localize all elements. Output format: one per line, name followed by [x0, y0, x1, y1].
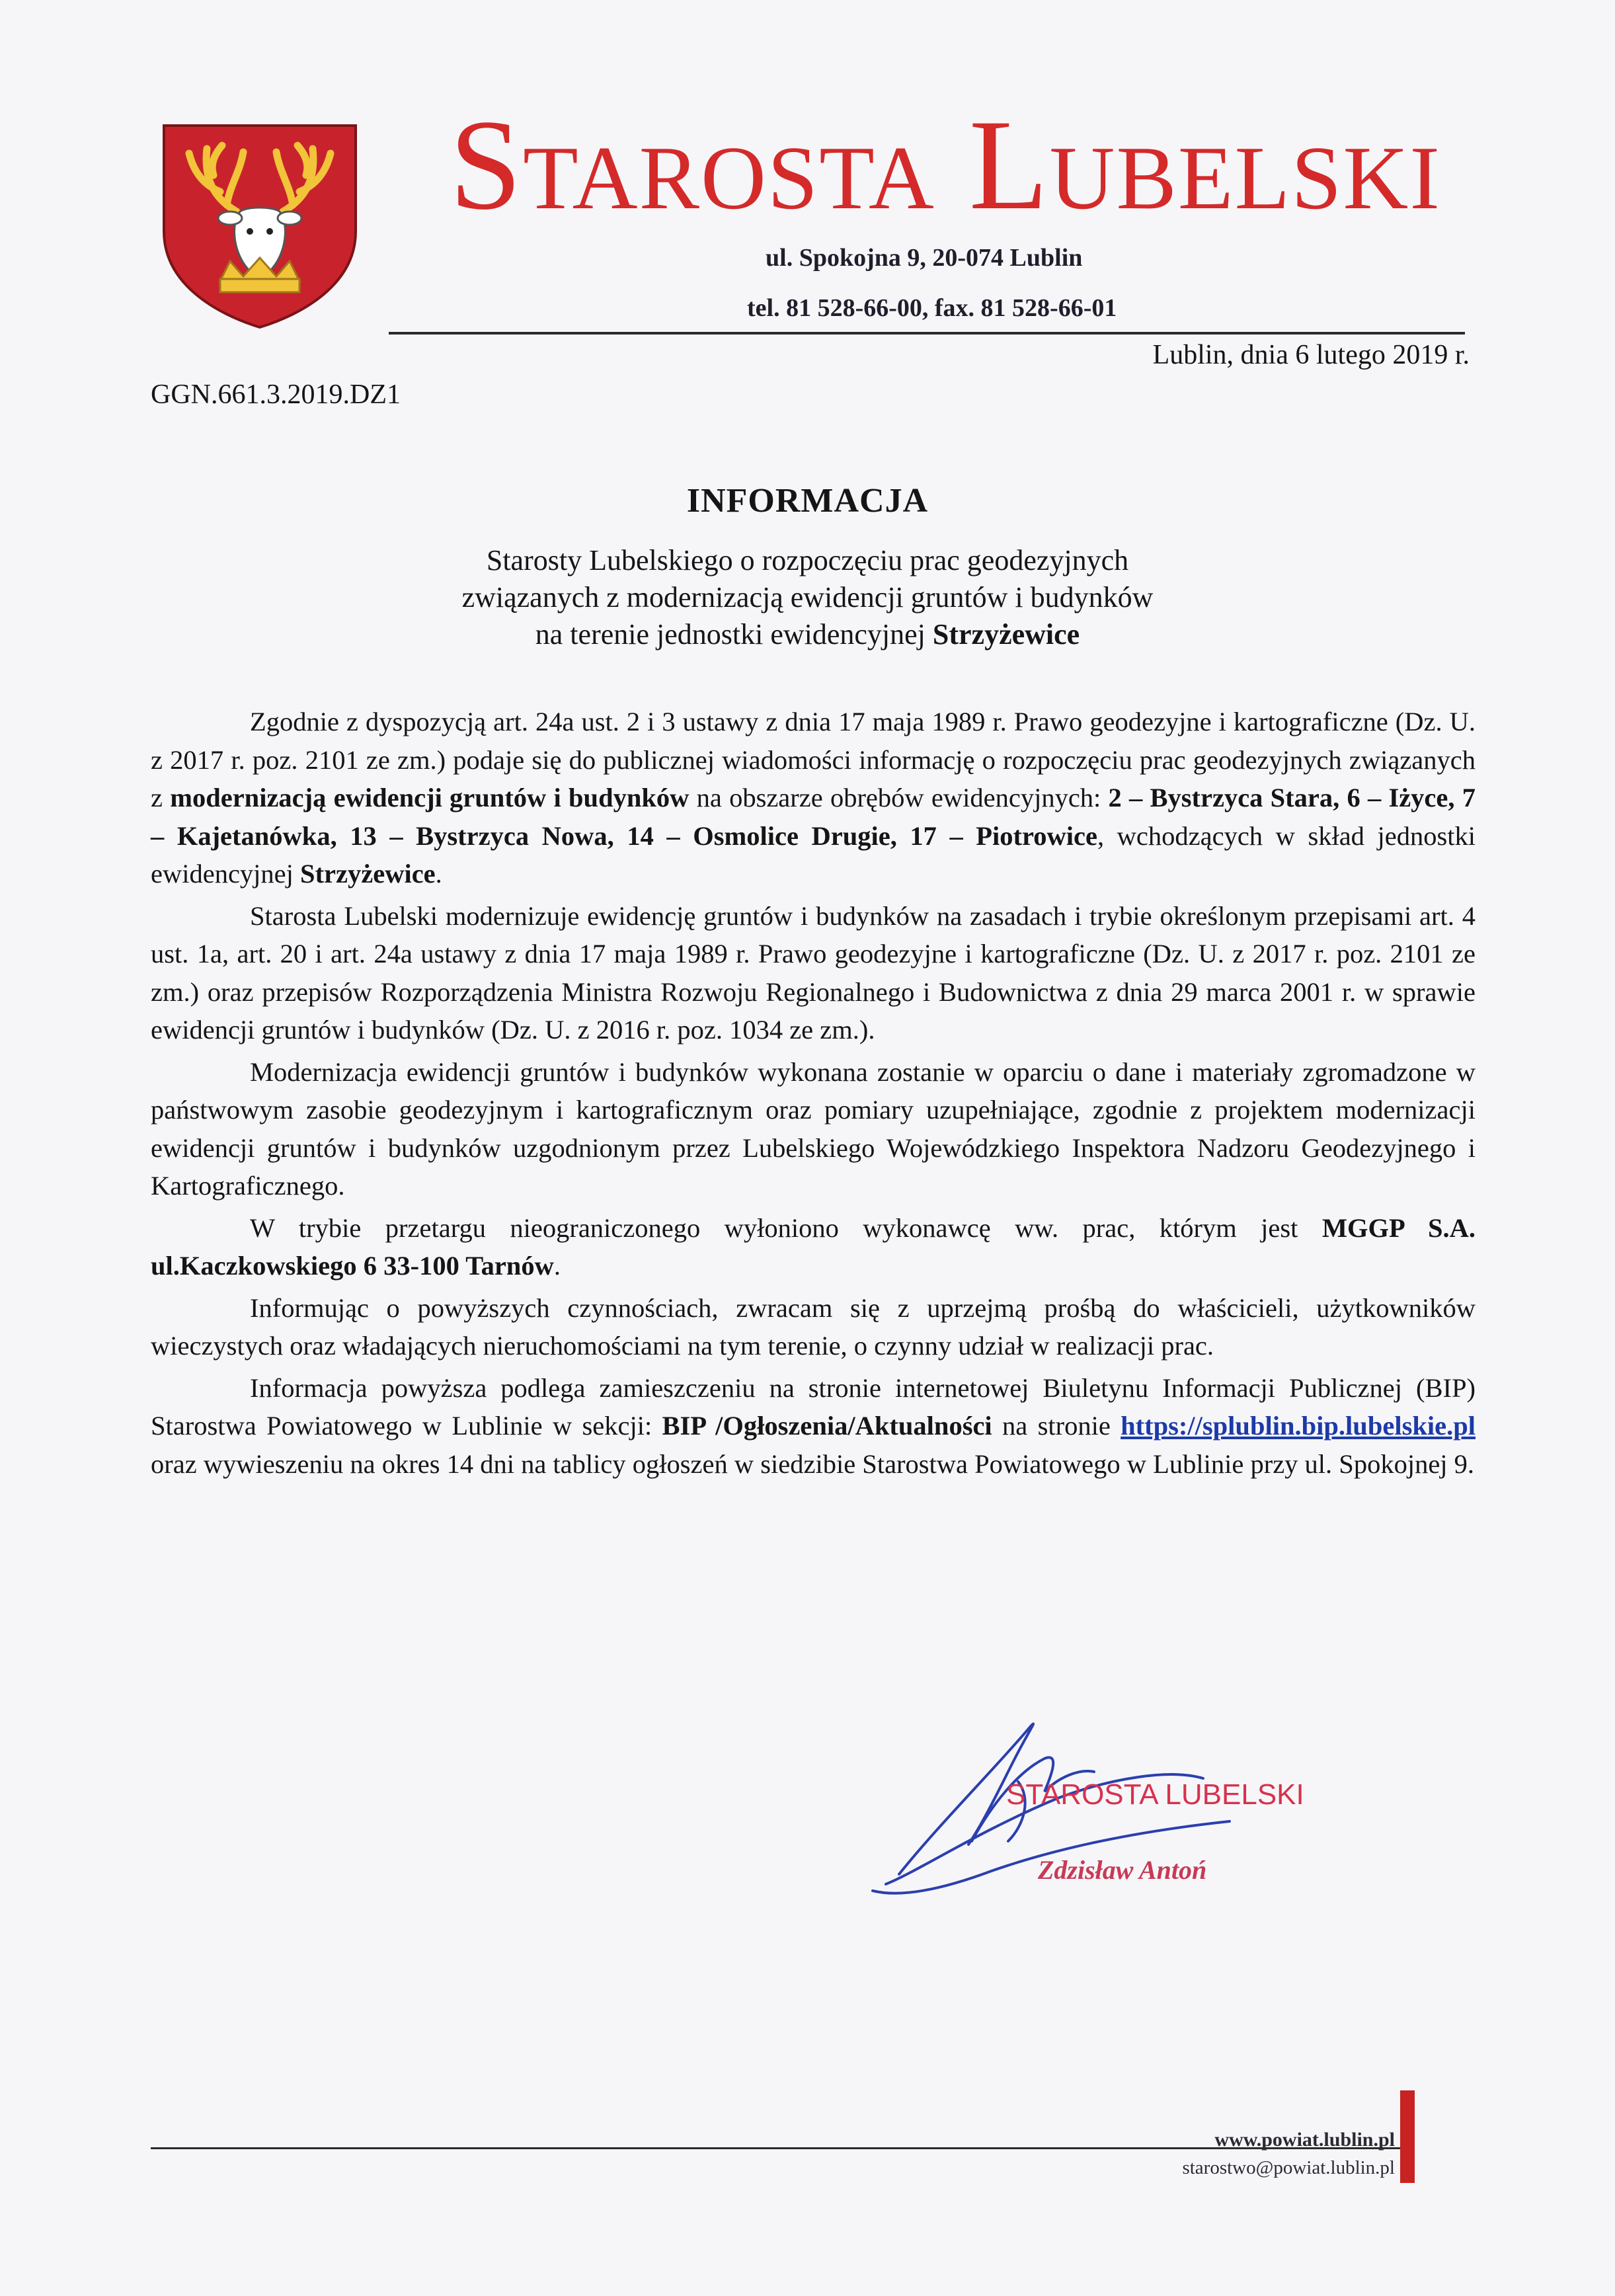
subtitle-line-1: Starosty Lubelskiego o rozpoczęciu prac geodezyjnych [486, 544, 1129, 576]
p6-text-1: Informacja powyższa podlega zamieszczeniu na stronie internetowej Biuletynu Informacji Publicznej (BIP) Starostwa Powiatowego w Lublinie w sekcji: [151, 1372, 1476, 1441]
p1-bold-3: Strzyżewice [300, 859, 436, 889]
footer-accent-bar [1400, 2090, 1415, 2183]
document-subtitle [0, 542, 1615, 653]
p1-text-1: Zgodnie z dyspozycją art. 24a ust. 2 i 3 ustawy z dnia 17 maja 1989 r. Prawo geodezyjne i kartograficzne (Dz. U. z 2017 r. poz. 2101 ze zm.) podaje się do publicznej wiadomości informację o rozpoczęciu prac geodezyjnych związanych z [151, 707, 1476, 812]
office-address: ul. Spokojna 9, 20-074 Lublin [766, 244, 1083, 272]
p4-text-1: W trybie przetargu nieograniczonego wyłoniono wykonawcę ww. prac, którym jest [250, 1212, 1322, 1243]
subtitle-line-3 [0, 616, 1615, 653]
p6-bip-section: BIP /Ogłoszenia/Aktualności [662, 1411, 992, 1441]
paragraph-4 [151, 1209, 1476, 1285]
signature-stamp-title: STAROSTA LUBELSKI [1006, 1778, 1304, 1811]
reference-number: GGN.661.3.2019.DZ1 [151, 379, 401, 410]
paragraph-2: Starosta Lubelski modernizuje ewidencję gruntów i budynków na zasadach i trybie określonym przepisami art. 4 ust. 1a, art. 20 i art. 24a ustawy z dnia 17 maja 1989 r. Prawo geodezyjne i kartograficzne (Dz. U. z 2017 r. poz. 2101 ze zm.) oraz przepisów Rozporządzenia Ministra Rozwoju Regionalnego i Budownictwa z dnia 29 marca 2001 r. w sprawie ewidencji gruntów i budynków (Dz. U. z 2016 r. poz. 1034 ze zm.). [151, 900, 1476, 1045]
document-title: INFORMACJA [686, 482, 929, 520]
p1-text-4: . [435, 859, 442, 889]
paragraph-5: Informując o powyższych czynnościach, zwracam się z uprzejmą prośbą do właścicieli, użytkowników wieczystych oraz władających nieruchomościami na tym terenie, o czynny udział w realizacji prac. [151, 1292, 1476, 1361]
bip-link[interactable]: https://splublin.bip.lubelskie.pl [1121, 1411, 1476, 1441]
footer-email[interactable]: starostwo@powiat.lublin.pl [1182, 2157, 1395, 2178]
p1-text-2: na obszarze obrębów ewidencyjnych: [689, 783, 1109, 812]
subtitle-line-3-text: na terenie jednostki ewidencyjnej [535, 618, 933, 651]
subtitle-unit-name: Strzyżewice [932, 618, 1080, 651]
p1-bold-2: 2 – Bystrzyca Stara, 6 – Iżyce, 7 – Kajetanówka, 13 – Bystrzyca Nowa, 14 – Osmolice Drugie, 17 – Piotrowice [151, 783, 1476, 851]
paragraph-3: Modernizacja ewidencji gruntów i budynków wykonana zostanie w oparciu o dane i materiały zgromadzone w państwowym zasobie geodezyjnym i kartograficznym oraz pomiary uzupełniające, zgodnie z projektem modernizacji ewidencji gruntów i budynków uzgodnionym przez Lubelskiego Wojewódzkiego Inspektora Nadzoru Geodezyjnego i Kartograficznego. [151, 1056, 1476, 1201]
p1-bold-1: modernizacją ewidencji gruntów i budynków [170, 783, 689, 812]
signatory-name: Zdzisław Antoń [1038, 1855, 1207, 1885]
p6-text-2: na stronie [992, 1411, 1121, 1441]
paragraph-1 [151, 703, 1476, 893]
document-date: Lublin, dnia 6 lutego 2019 r. [1152, 340, 1470, 370]
paragraph-6 [151, 1369, 1476, 1484]
p4-contractor: MGGP S.A. ul.Kaczkowskiego 6 33-100 Tarnów [151, 1212, 1476, 1281]
coat-of-arms-logo [151, 112, 369, 331]
office-phone-fax: tel. 81 528-66-00, fax. 81 528-66-01 [747, 294, 1117, 322]
footer-website[interactable]: www.powiat.lublin.pl [1214, 2129, 1395, 2151]
p1-text-3: , wchodzących w skład jednostki ewidencyjnej [151, 820, 1476, 889]
p4-text-2: . [553, 1251, 561, 1281]
p6-text-3: oraz wywieszeniu na okres 14 dni na tablicy ogłoszeń w siedzibie Starostwa Powiatowego w Lublinie przy ul. Spokojnej 9. [151, 1448, 1475, 1479]
header-divider [389, 332, 1465, 335]
organization-name: Starosta Lubelski [450, 93, 1441, 237]
subtitle-line-2: związanych z modernizacją ewidencji gruntów i budynków [461, 581, 1154, 614]
document-body [151, 703, 1476, 1487]
